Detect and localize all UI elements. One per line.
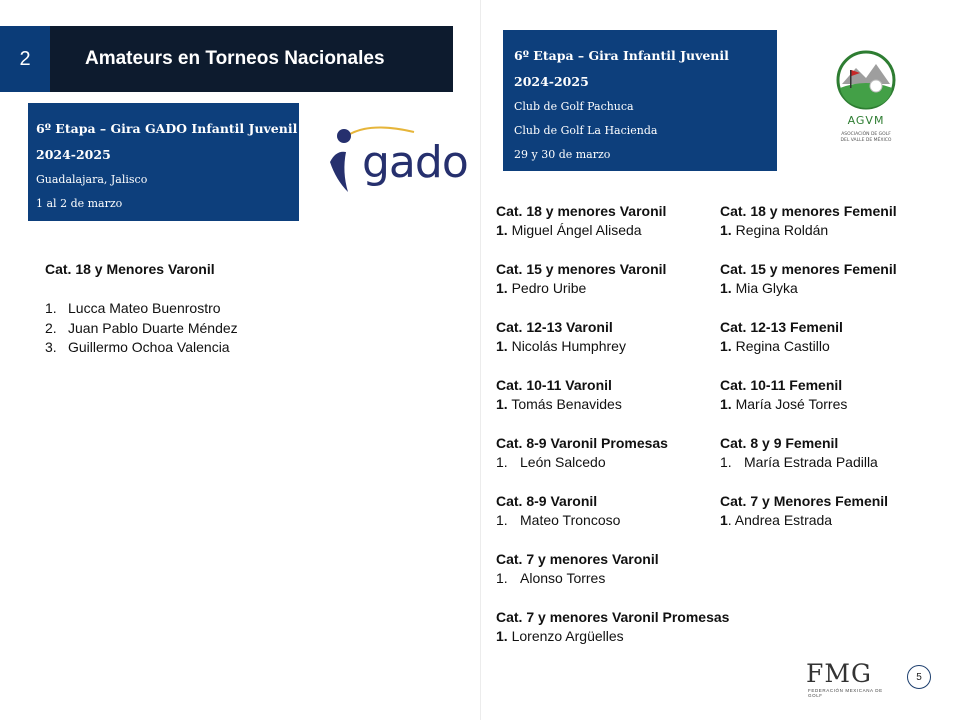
event-season: 2024-2025 [514, 74, 589, 89]
event-title: 6º Etapa – Gira Infantil Juvenil [514, 48, 729, 63]
gado-figure-body [330, 152, 348, 192]
agvm-subtitle-1: ASOCIACIÓN DE GOLF [841, 132, 891, 137]
category-title: Cat. 10-11 Femenil [720, 377, 843, 393]
event-date: 29 y 30 de marzo [514, 148, 611, 161]
column-divider [480, 0, 481, 720]
winner-name: Miguel Ángel Aliseda [511, 222, 642, 238]
category-title: Cat. 15 y menores Femenil [720, 261, 897, 277]
category-block: Cat. 10-11 Femenil 1. María José Torres [720, 376, 897, 434]
winner-name: Lorenzo Argüelles [511, 628, 624, 644]
gado-logo [322, 120, 468, 202]
agvm-subtitle-2: DEL VALLE DE MÉXICO [840, 138, 892, 143]
category-block: Cat. 8 y 9 Femenil 1. María Estrada Padilla [720, 434, 897, 492]
section-number: 2 [0, 26, 50, 92]
category-block: Cat. 18 y menores Varonil 1. Miguel Ángel Aliseda [496, 202, 729, 260]
category-title: Cat. 15 y menores Varonil [496, 261, 667, 277]
list-item: 3. Guillermo Ochoa Valencia [45, 339, 230, 355]
category-block: Cat. 10-11 Varonil 1. Tomás Benavides [496, 376, 729, 434]
winner-name: Regina Roldán [735, 222, 829, 238]
agvm-ball-icon [870, 80, 882, 92]
category-block: Cat. 8-9 Varonil 1. Mateo Troncoso [496, 492, 729, 550]
category-title: Cat. 12-13 Varonil [496, 319, 613, 335]
category-block: Cat. 15 y menores Varonil 1. Pedro Uribe [496, 260, 729, 318]
category-block: Cat. 7 y menores Varonil 1. Alonso Torres [496, 550, 729, 608]
category-title: Cat. 8-9 Varonil [496, 493, 598, 509]
category-block: Cat. 8-9 Varonil Promesas 1. León Salcedo [496, 434, 729, 492]
event-title: 6º Etapa – Gira GADO Infantil Juvenil [36, 121, 298, 136]
winner-name: Mia Glyka [735, 280, 798, 296]
femenil-results-column [720, 202, 897, 550]
winner-name: Alonso Torres [520, 570, 606, 586]
winner-name: Mateo Troncoso [520, 512, 621, 528]
agvm-flag-pole [850, 70, 852, 88]
category-title: Cat. 7 y Menores Femenil [720, 493, 889, 509]
event-card-agvm [503, 30, 777, 171]
list-item: 2. Juan Pablo Duarte Méndez [45, 319, 238, 336]
winner-name: Tomás Benavides [511, 396, 622, 412]
event-season: 2024-2025 [36, 147, 111, 162]
winner-name: Pedro Uribe [511, 280, 587, 296]
category-title: Cat. 8-9 Varonil Promesas [496, 435, 668, 451]
category-title: Cat. 7 y menores Varonil Promesas [496, 609, 730, 625]
category-title: Cat. 12-13 Femenil [720, 319, 843, 335]
winner-name: Nicolás Humphrey [511, 338, 626, 354]
gado-swoosh [350, 127, 414, 134]
agvm-green [840, 83, 892, 108]
fmg-logo [806, 660, 898, 698]
category-title: Cat. 18 y menores Varonil [496, 203, 667, 219]
event-card-gado [28, 103, 299, 221]
gado-wordmark: gado [362, 137, 468, 188]
list-item: 1. Lucca Mateo Buenrostro [45, 300, 221, 316]
category-block: Cat. 7 y Menores Femenil 1. Andrea Estrada [720, 492, 897, 550]
category-title: Cat. 10-11 Varonil [496, 377, 612, 393]
winner-name: María Estrada Padilla [744, 454, 878, 470]
fmg-subtitle: FEDERACIÓN MEXICANA DE GOLF [808, 688, 883, 698]
event-club-2: Club de Golf La Hacienda [514, 124, 658, 137]
category-block: Cat. 15 y menores Femenil 1. Mia Glyka [720, 261, 897, 296]
agvm-wordmark: AGVM [847, 114, 885, 127]
winner-name: León Salcedo [520, 454, 606, 470]
left-results-list [45, 299, 238, 358]
winner-name: María José Torres [735, 396, 848, 412]
category-block: Cat. 12-13 Femenil 1. Regina Castillo [720, 318, 897, 376]
category-title: Cat. 7 y menores Varonil [496, 551, 659, 567]
category-block: Cat. 12-13 Varonil 1. Nicolás Humphrey [496, 318, 729, 376]
winner-name: . Andrea Estrada [727, 512, 833, 528]
event-date: 1 al 2 de marzo [36, 197, 123, 210]
category-title: Cat. 8 y 9 Femenil [720, 435, 839, 451]
gado-figure-head [337, 129, 351, 143]
fmg-wordmark: FMG [806, 659, 872, 688]
page-number: 5 [907, 665, 931, 689]
winner-name: Regina Castillo [735, 338, 830, 354]
page-title: Amateurs en Torneos Nacionales [50, 26, 453, 92]
category-title: Cat. 18 y menores Femenil [720, 203, 897, 219]
left-category-title: Cat. 18 y Menores Varonil [45, 261, 215, 277]
category-block: Cat. 7 y menores Varonil Promesas 1. Lorenzo Argüelles [496, 609, 730, 644]
event-location: Guadalajara, Jalisco [36, 173, 148, 186]
agvm-logo [832, 48, 900, 148]
varonil-results-column [496, 202, 729, 666]
event-club-1: Club de Golf Pachuca [514, 100, 634, 113]
category-block: Cat. 18 y menores Femenil 1. Regina Roldán [720, 203, 897, 238]
